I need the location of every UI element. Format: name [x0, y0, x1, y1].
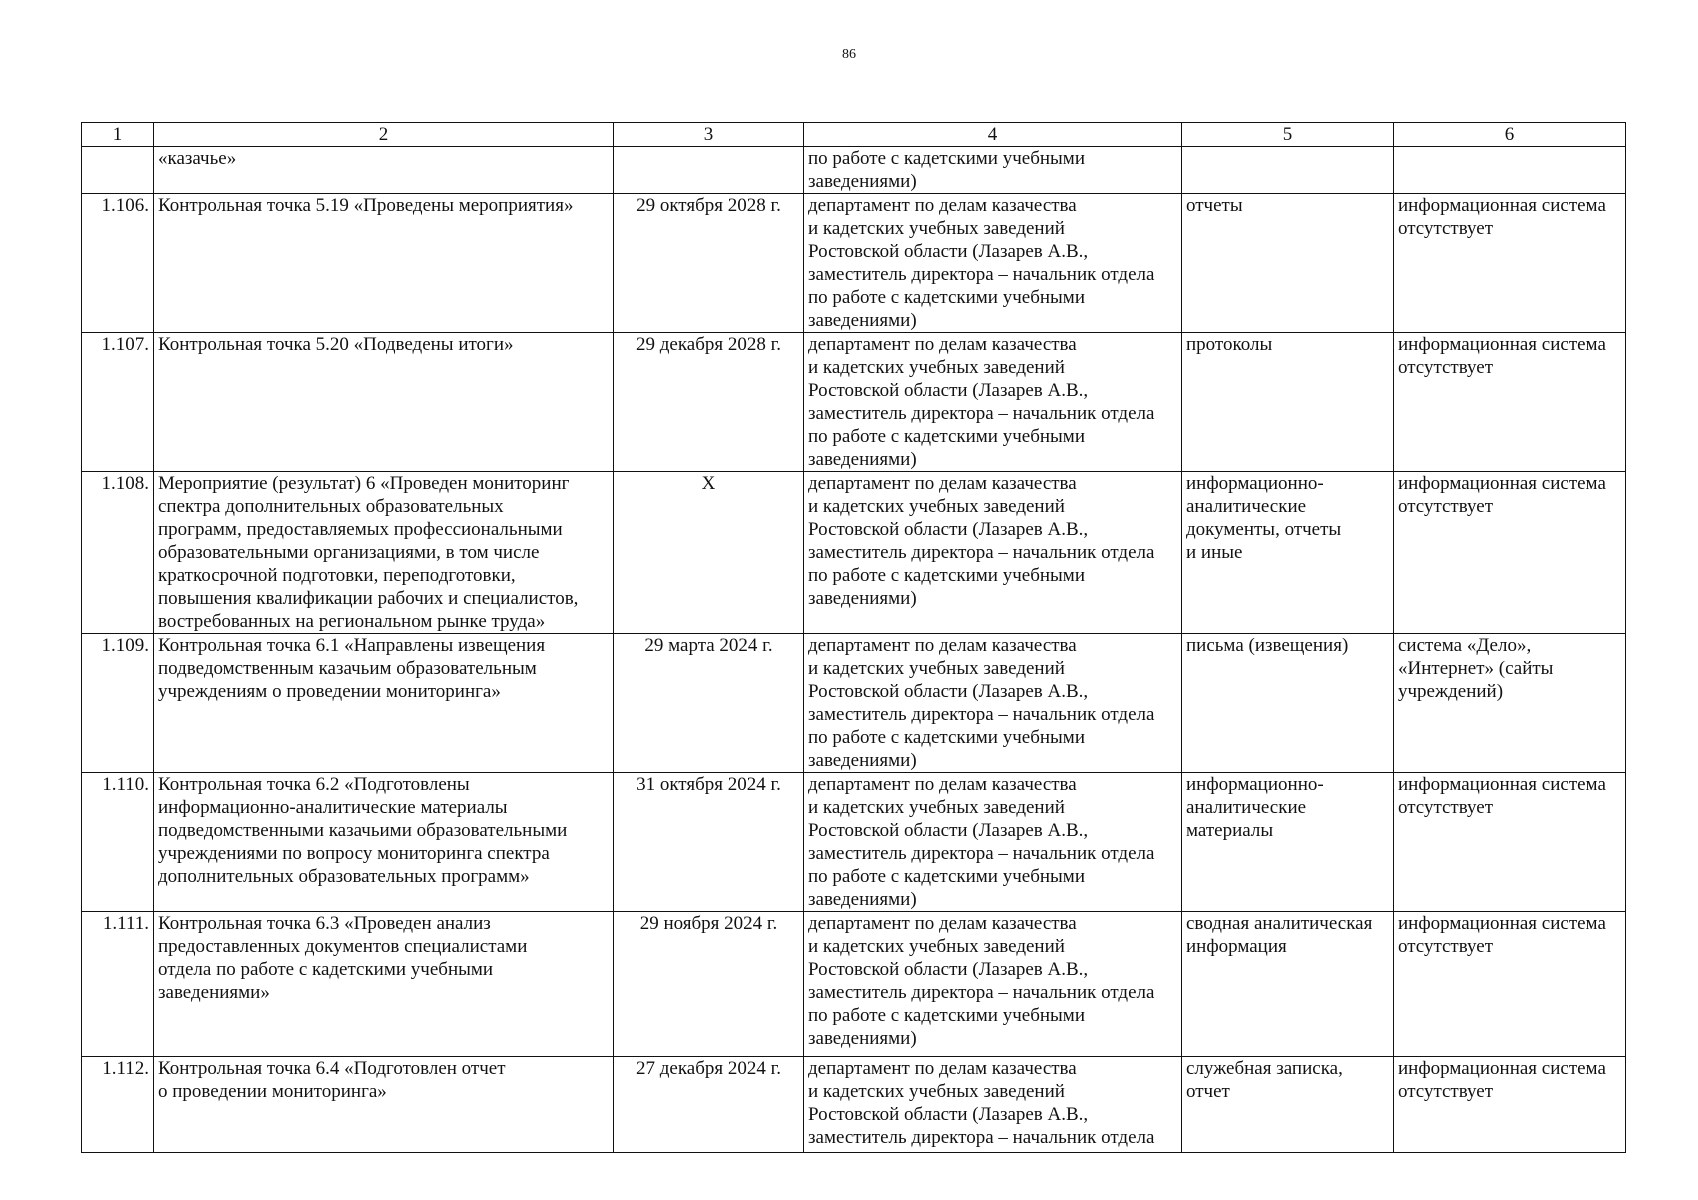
responsible: департамент по делам казачества и кадетских учебных заведений Ростовской области (Лазарев А.В., заместитель директора – начальник отдела по работе с кадетскими учебными заведениями): [804, 773, 1182, 912]
event-name: Контрольная точка 6.3 «Проведен анализ предоставленных документов специалистами отдела по работе с кадетскими учебными заведениями»: [154, 912, 614, 1057]
responsible: департамент по делам казачества и кадетских учебных заведений Ростовской области (Лазарев А.В., заместитель директора – начальник отдела по работе с кадетскими учебными заведениями): [804, 333, 1182, 472]
document-type: протоколы: [1182, 333, 1394, 472]
row-number: 1.112.: [82, 1057, 154, 1153]
document-type: отчеты: [1182, 194, 1394, 333]
event-name: Контрольная точка 6.4 «Подготовлен отчет о проведении мониторинга»: [154, 1057, 614, 1153]
column-header: 5: [1182, 123, 1394, 147]
due-date: 29 марта 2024 г.: [614, 634, 804, 773]
due-date: [614, 147, 804, 194]
due-date: 29 декабря 2028 г.: [614, 333, 804, 472]
info-system: информационная система отсутствует: [1394, 333, 1626, 472]
event-name: Контрольная точка 6.1 «Направлены извещения подведомственным казачьим образовательным учреждениям о проведении мониторинга»: [154, 634, 614, 773]
responsible: департамент по делам казачества и кадетских учебных заведений Ростовской области (Лазарев А.В., заместитель директора – начальник отдела: [804, 1057, 1182, 1153]
plan-table: [81, 122, 1626, 1153]
document-type: сводная аналитическая информация: [1182, 912, 1394, 1057]
due-date: Х: [614, 472, 804, 634]
table-row: [82, 194, 1626, 333]
header-row: [82, 123, 1626, 147]
row-number: 1.106.: [82, 194, 154, 333]
info-system: информационная система отсутствует: [1394, 1057, 1626, 1153]
event-name: Мероприятие (результат) 6 «Проведен мониторинг спектра дополнительных образовательных программ, предоставляемых профессиональными образовательными организациями, в том числе краткосрочной подготовки, переподготовки, повышения квалификации рабочих и специалистов, востребованных на региональном рынке труда»: [154, 472, 614, 634]
due-date: 31 октября 2024 г.: [614, 773, 804, 912]
responsible: департамент по делам казачества и кадетских учебных заведений Ростовской области (Лазарев А.В., заместитель директора – начальник отдела по работе с кадетскими учебными заведениями): [804, 912, 1182, 1057]
document-type: информационно- аналитические документы, отчеты и иные: [1182, 472, 1394, 634]
document-type: информационно- аналитические материалы: [1182, 773, 1394, 912]
info-system: информационная система отсутствует: [1394, 194, 1626, 333]
column-header: 2: [154, 123, 614, 147]
column-header: 4: [804, 123, 1182, 147]
column-header: 1: [82, 123, 154, 147]
event-name: Контрольная точка 6.2 «Подготовлены информационно-аналитические материалы подведомственными казачьими образовательными учреждениями по вопросу мониторинга спектра дополнительных образовательных программ»: [154, 773, 614, 912]
responsible: по работе с кадетскими учебными заведениями): [804, 147, 1182, 194]
row-number: 1.108.: [82, 472, 154, 634]
due-date: 29 октября 2028 г.: [614, 194, 804, 333]
responsible: департамент по делам казачества и кадетских учебных заведений Ростовской области (Лазарев А.В., заместитель директора – начальник отдела по работе с кадетскими учебными заведениями): [804, 472, 1182, 634]
row-number: 1.111.: [82, 912, 154, 1057]
table-row: [82, 912, 1626, 1057]
responsible: департамент по делам казачества и кадетских учебных заведений Ростовской области (Лазарев А.В., заместитель директора – начальник отдела по работе с кадетскими учебными заведениями): [804, 194, 1182, 333]
column-header: 6: [1394, 123, 1626, 147]
table-row: [82, 472, 1626, 634]
row-number: 1.110.: [82, 773, 154, 912]
row-number: [82, 147, 154, 194]
info-system: информационная система отсутствует: [1394, 912, 1626, 1057]
responsible: департамент по делам казачества и кадетских учебных заведений Ростовской области (Лазарев А.В., заместитель директора – начальник отдела по работе с кадетскими учебными заведениями): [804, 634, 1182, 773]
page-number: 86: [842, 47, 856, 62]
row-number: 1.107.: [82, 333, 154, 472]
document-type: [1182, 147, 1394, 194]
row-number: 1.109.: [82, 634, 154, 773]
table-row: [82, 1057, 1626, 1153]
document-type: письма (извещения): [1182, 634, 1394, 773]
info-system: информационная система отсутствует: [1394, 472, 1626, 634]
info-system: [1394, 147, 1626, 194]
event-name: Контрольная точка 5.20 «Подведены итоги»: [154, 333, 614, 472]
event-name: «казачье»: [154, 147, 614, 194]
table-row: [82, 333, 1626, 472]
table-row: [82, 634, 1626, 773]
event-name: Контрольная точка 5.19 «Проведены мероприятия»: [154, 194, 614, 333]
info-system: информационная система отсутствует: [1394, 773, 1626, 912]
table-row: [82, 147, 1626, 194]
info-system: система «Дело», «Интернет» (сайты учреждений): [1394, 634, 1626, 773]
document-type: служебная записка, отчет: [1182, 1057, 1394, 1153]
column-header: 3: [614, 123, 804, 147]
table-row: [82, 773, 1626, 912]
due-date: 29 ноября 2024 г.: [614, 912, 804, 1057]
due-date: 27 декабря 2024 г.: [614, 1057, 804, 1153]
